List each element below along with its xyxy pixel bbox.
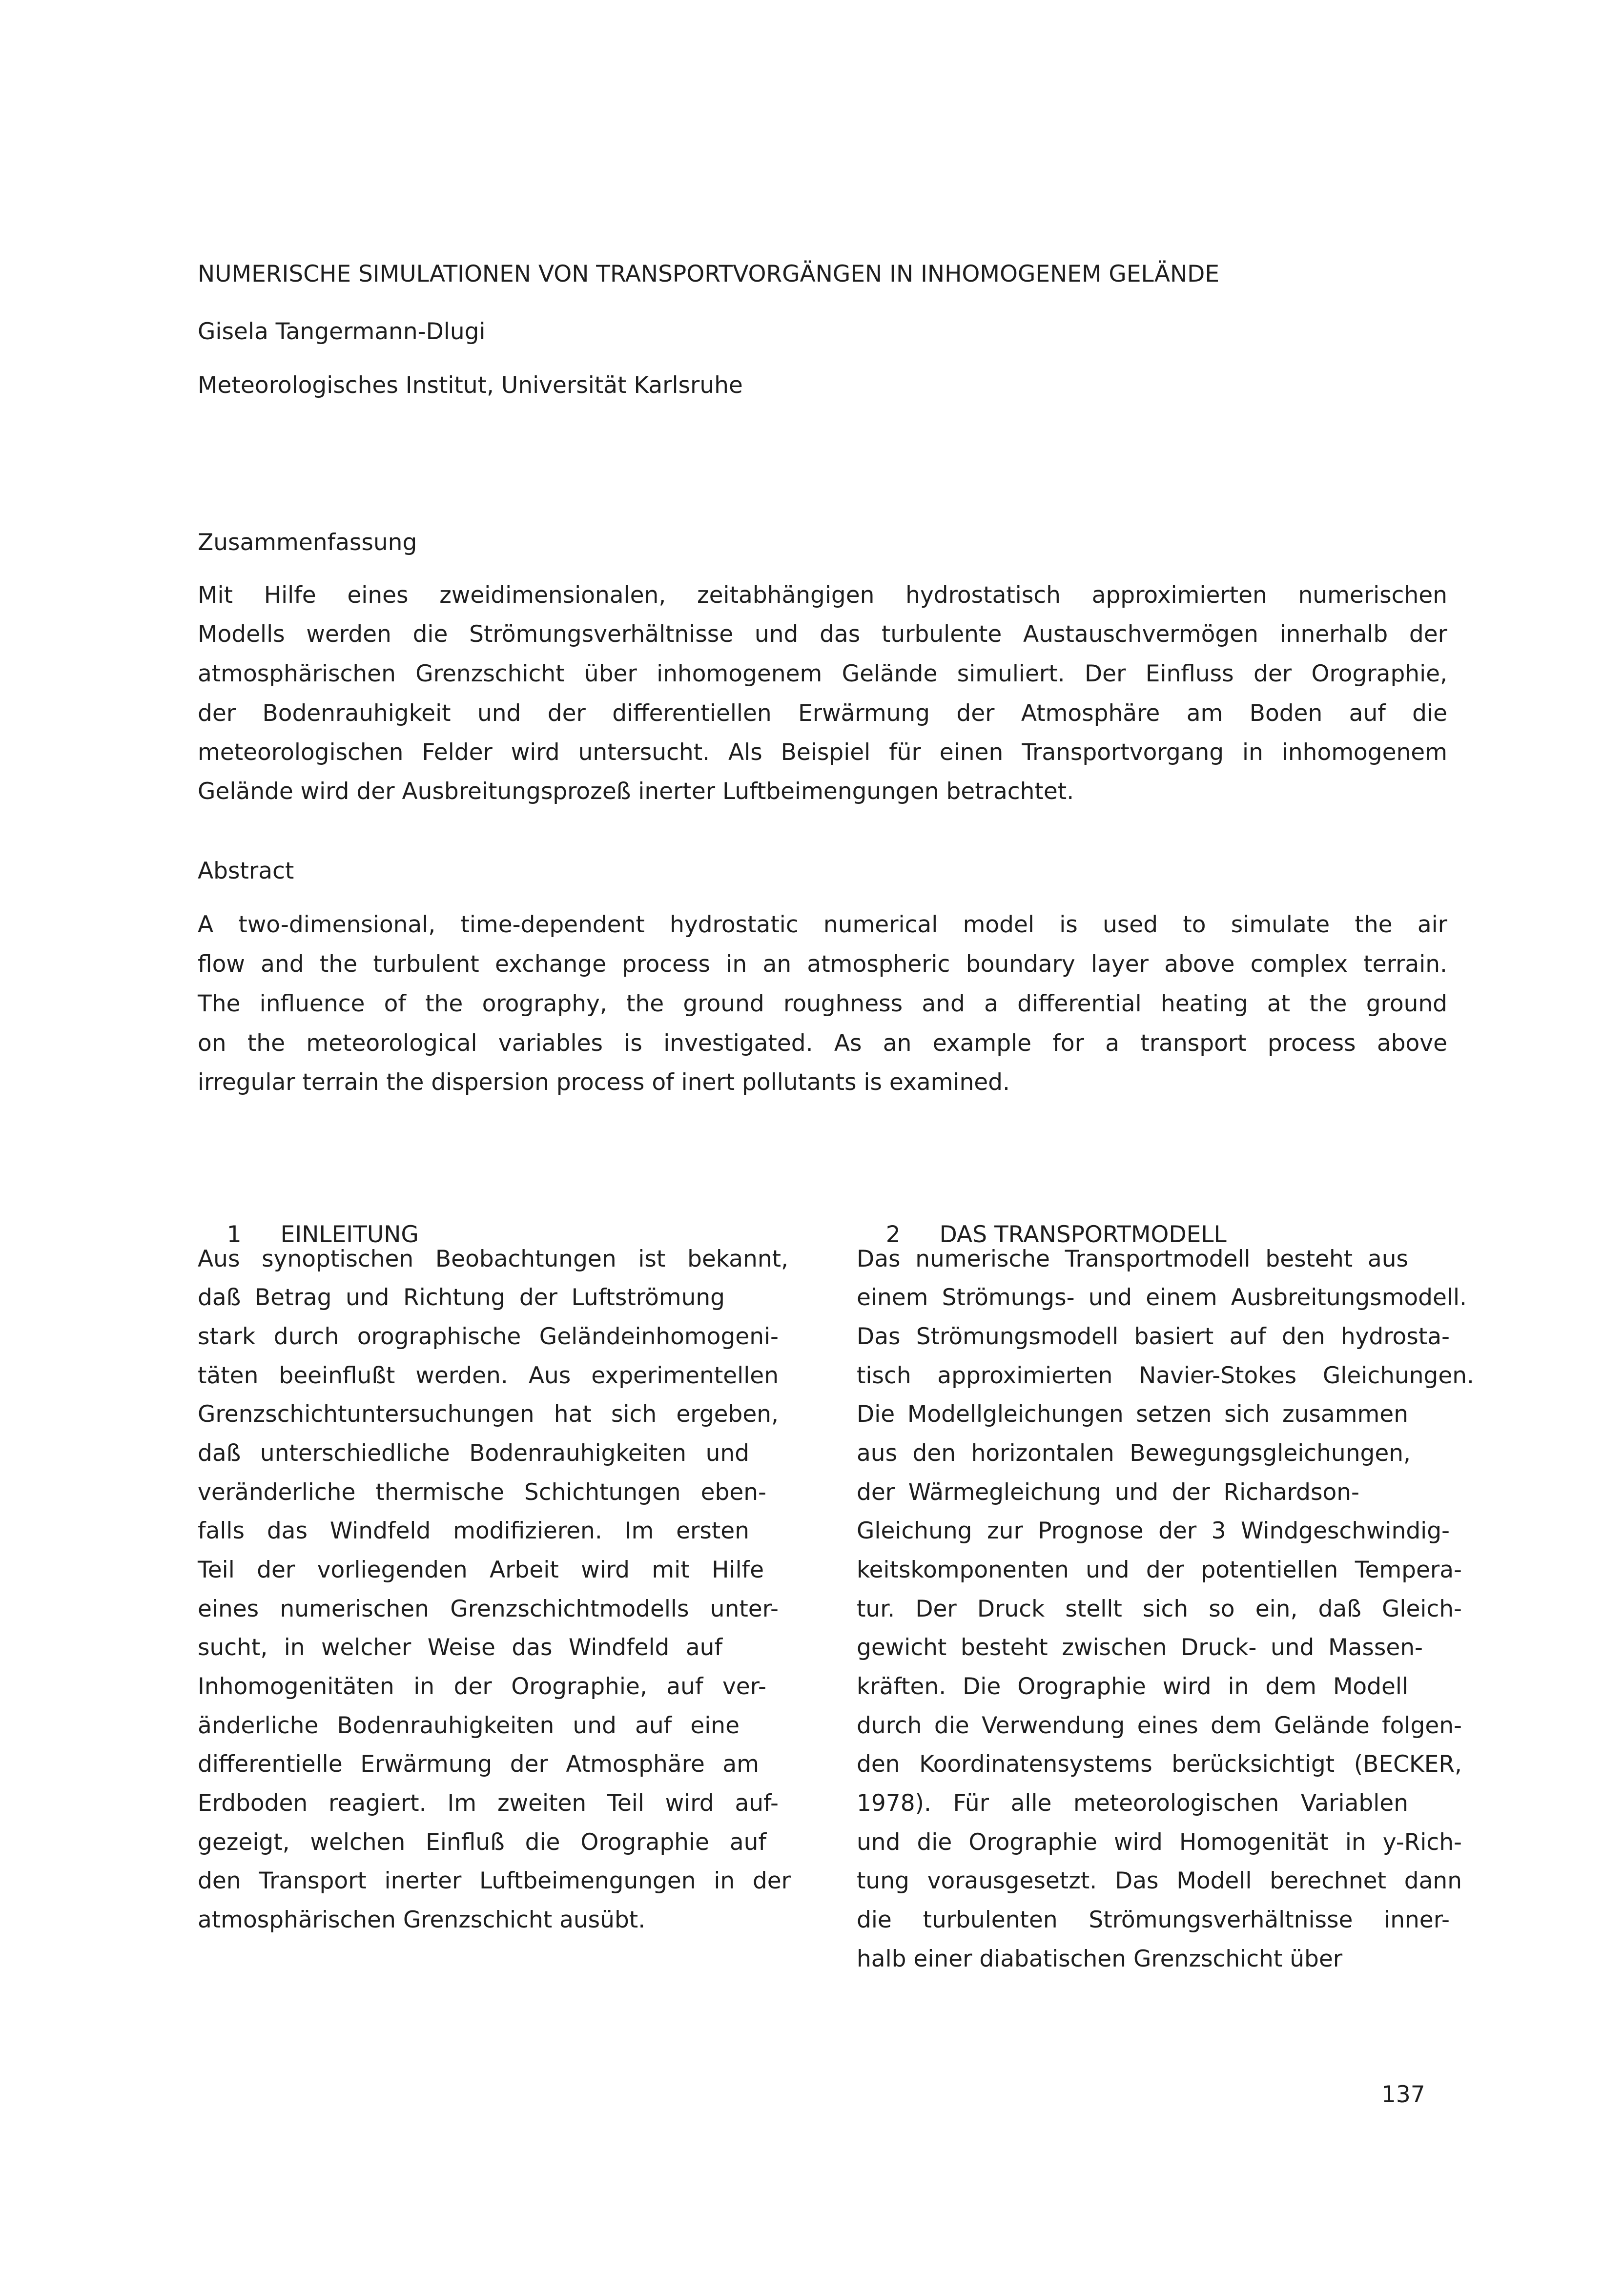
section-2-line: durch die Verwendung eines dem Gelände folgen-	[857, 1712, 1462, 1739]
section-1-line: Grenzschichtuntersuchungen hat sich ergeben,	[198, 1401, 779, 1428]
zusammenfassung-line: Gelände wird der Ausbreitungsprozeß inerter Luftbeimengungen betrachtet.	[198, 778, 1074, 805]
section-1-line: eines numerischen Grenzschichtmodells unter-	[198, 1596, 779, 1622]
zusammenfassung-line: Mit Hilfe eines zweidimensionalen, zeitabhängigen hydrostatisch approximierten numerischen	[198, 582, 1447, 609]
section-1-line: stark durch orographische Geländeinhomogeni-	[198, 1323, 779, 1350]
section-2-line: tisch approximierten Navier-Stokes Gleichungen.	[857, 1362, 1474, 1389]
paper-title: NUMERISCHE SIMULATIONEN VON TRANSPORTVORGÄNGEN IN INHOMOGENEM GELÄNDE	[198, 261, 1220, 287]
abstract-line: A two-dimensional, time-dependent hydrostatic numerical model is used to simulate the air	[198, 911, 1447, 938]
zusammenfassung-line: der Bodenrauhigkeit und der differentiellen Erwärmung der Atmosphäre am Boden auf die	[198, 700, 1447, 727]
section-1-line: daß unterschiedliche Bodenrauhigkeiten und	[198, 1440, 749, 1467]
section-2-line: aus den horizontalen Bewegungsgleichungen,	[857, 1440, 1411, 1467]
author-affiliation: Meteorologisches Institut, Universität Karlsruhe	[198, 372, 743, 399]
page-number: 137	[1381, 2081, 1425, 2108]
section-1-line: falls das Windfeld modifizieren. Im ersten	[198, 1517, 749, 1544]
zusammenfassung-heading: Zusammenfassung	[198, 529, 417, 556]
section-1-line: den Transport inerter Luftbeimengungen in der	[198, 1867, 791, 1894]
section-2-line: keitskomponenten und der potentiellen Tempera-	[857, 1557, 1462, 1583]
section-1-number: 1	[226, 1221, 242, 1248]
section-1-line: Inhomogenitäten in der Orographie, auf ver-	[198, 1673, 766, 1700]
abstract-heading: Abstract	[198, 858, 294, 884]
section-2-line: Die Modellgleichungen setzen sich zusammen	[857, 1401, 1408, 1428]
section-2-line: einem Strömungs- und einem Ausbreitungsmodell.	[857, 1284, 1467, 1311]
author-name: Gisela Tangermann-Dlugi	[198, 318, 486, 345]
abstract-line: The influence of the orography, the ground roughness and a differential heating at the ground	[198, 990, 1447, 1017]
section-1-line: daß Betrag und Richtung der Luftströmung	[198, 1284, 725, 1311]
section-2-line: kräften. Die Orographie wird in dem Modell	[857, 1673, 1408, 1700]
section-2-line: Das Strömungsmodell basiert auf den hydrosta-	[857, 1323, 1450, 1350]
section-1-line: differentielle Erwärmung der Atmosphäre am	[198, 1751, 759, 1778]
section-2-title: DAS TRANSPORTMODELL	[939, 1221, 1227, 1248]
section-1-line: veränderliche thermische Schichtungen eben-	[198, 1479, 766, 1506]
section-2-line: tung vorausgesetzt. Das Modell berechnet dann	[857, 1867, 1462, 1894]
section-1-line: änderliche Bodenrauhigkeiten und auf eine	[198, 1712, 740, 1739]
section-2-line: die turbulenten Strömungsverhältnisse inner-	[857, 1906, 1450, 1933]
section-2-line: gewicht besteht zwischen Druck- und Massen-	[857, 1634, 1423, 1661]
section-2-line: den Koordinatensystems berücksichtigt (BECKER,	[857, 1751, 1462, 1778]
zusammenfassung-line: meteorologischen Felder wird untersucht. Als Beispiel für einen Transportvorgang in inhomogenem	[198, 739, 1447, 766]
section-2-number: 2	[885, 1221, 901, 1248]
section-2-line: Gleichung zur Prognose der 3 Windgeschwindig-	[857, 1517, 1450, 1544]
section-1-line: Teil der vorliegenden Arbeit wird mit Hilfe	[198, 1557, 764, 1583]
section-1-line: atmosphärischen Grenzschicht ausübt.	[198, 1906, 646, 1933]
section-2-line: halb einer diabatischen Grenzschicht über	[857, 1946, 1343, 1972]
abstract-line: irregular terrain the dispersion process of inert pollutants is examined.	[198, 1069, 1010, 1096]
section-2-line: tur. Der Druck stellt sich so ein, daß Gleich-	[857, 1596, 1462, 1622]
section-1-title: EINLEITUNG	[280, 1221, 419, 1248]
section-1-line: sucht, in welcher Weise das Windfeld auf	[198, 1634, 722, 1661]
abstract-line: on the meteorological variables is investigated. As an example for a transport process above	[198, 1030, 1447, 1057]
section-2-line: der Wärmegleichung und der Richardson-	[857, 1479, 1359, 1506]
section-2-line: 1978). Für alle meteorologischen Variablen	[857, 1790, 1408, 1817]
section-1-line: täten beeinflußt werden. Aus experimentellen	[198, 1362, 779, 1389]
abstract-line: flow and the turbulent exchange process in an atmospheric boundary layer above complex terrain.	[198, 951, 1447, 978]
section-1-line: Aus synoptischen Beobachtungen ist bekannt,	[198, 1246, 788, 1272]
section-2-line: und die Orographie wird Homogenität in y-Rich-	[857, 1829, 1462, 1856]
section-2-line: Das numerische Transportmodell besteht aus	[857, 1246, 1408, 1272]
section-1-line: Erdboden reagiert. Im zweiten Teil wird auf-	[198, 1790, 779, 1817]
zusammenfassung-line: atmosphärischen Grenzschicht über inhomogenem Gelände simuliert. Der Einfluss der Orographie,	[198, 660, 1447, 687]
section-1-line: gezeigt, welchen Einfluß die Orographie auf	[198, 1829, 766, 1856]
zusammenfassung-line: Modells werden die Strömungsverhältnisse und das turbulente Austauschvermögen innerhalb der	[198, 621, 1447, 648]
